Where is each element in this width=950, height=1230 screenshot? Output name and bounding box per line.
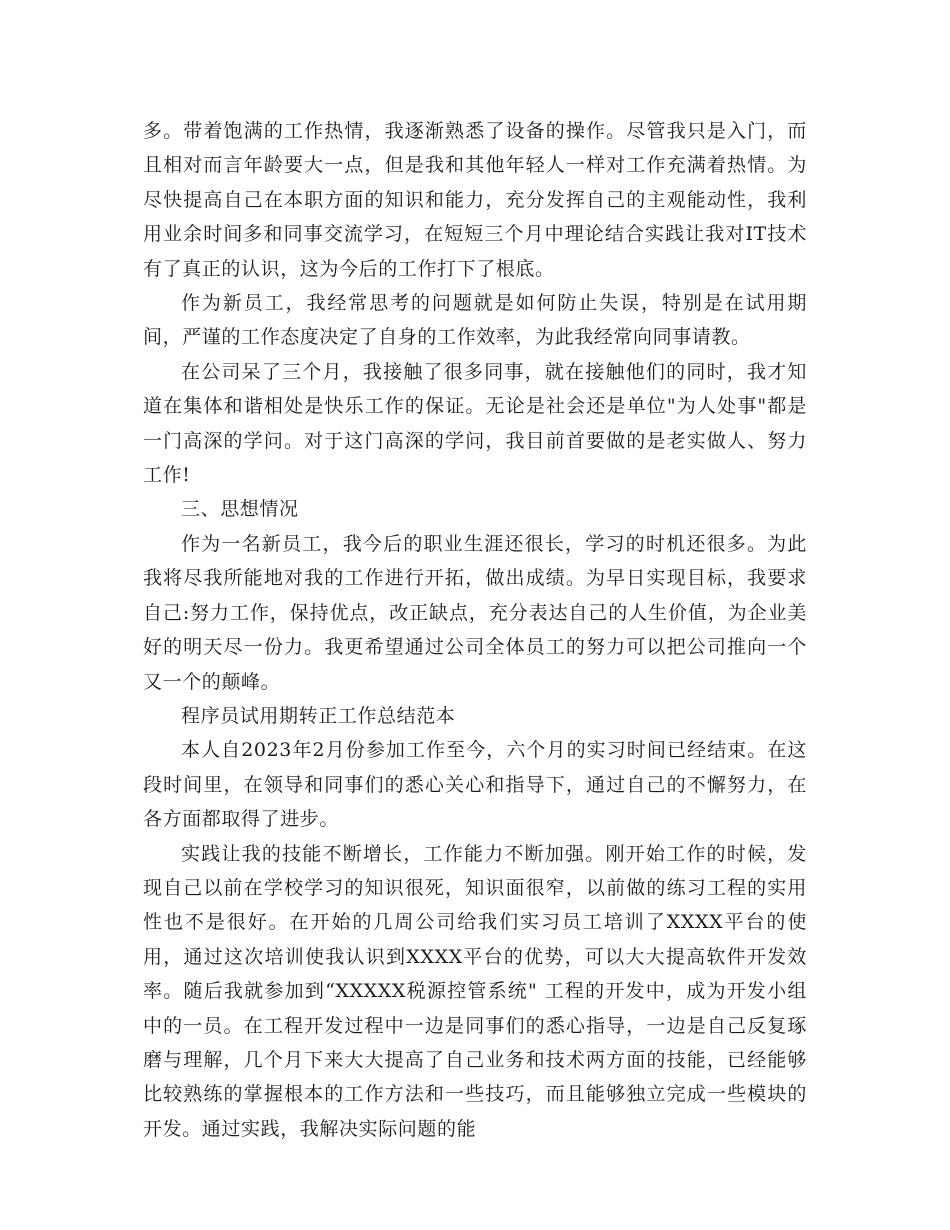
section-heading-thoughts: 三、思想情况 bbox=[181, 498, 299, 521]
paragraph-career: 作为一名新员工，我今后的职业生涯还很长，学习的时机还很多。为此我将尽我所能地对我的工作进行开拓，做出成绩。为早日实现目标，我要求自己:努力工作，保持优点，改正缺点，充分表达自己的人生价值，为企业美好的明天尽一份力。我更希望通过公司全体员工的努力可以把公司推向一个又一个的颠峰。 bbox=[143, 532, 807, 693]
paragraph-intro: 本人自2023年2月份参加工作至今，六个月的实习时间已经结束。在这段时间里，在领导和同事们的悉心关心和指导下，通过自己的不懈努力，在各方面都取得了进步。 bbox=[143, 739, 807, 831]
section-heading-template-title: 程序员试用期转正工作总结范本 bbox=[181, 704, 456, 727]
document-body bbox=[143, 114, 807, 1146]
paragraph-practice: 实践让我的技能不断增长，工作能力不断加强。刚开始工作的时候，发现自己以前在学校学习的知识很死，知识面很窄，以前做的练习工程的实用性也不是很好。在开始的几周公司给我们实习员工培训了XXXX平台的使用，通过这次培训使我认识到XXXX平台的优势，可以大大提高软件开发效率。随后我就参加到“XXXXX税源控管系统" 工程的开发中，成为开发小组中的一员。在工程开发过程中一边是同事们的悉心指导，一边是自己反复琢磨与理解，几个月下来大大提高了自己业务和技术两方面的技能，已经能够比较熟练的掌握根本的工作方法和一些技巧，而且能够独立完成一些模块的开发。通过实践，我解决实际问题的能 bbox=[143, 842, 807, 1140]
paragraph-new-employee: 作为新员工，我经常思考的问题就是如何防止失误，特别是在试用期间，严谨的工作态度决定了自身的工作效率，为此我经常向同事请教。 bbox=[143, 292, 807, 349]
paragraph-colleagues: 在公司呆了三个月，我接触了很多同事，就在接触他们的同时，我才知道在集体和谐相处是快乐工作的保证。无论是社会还是单位"为人处事"都是一门高深的学问。对于这门高深的学问，我目前首要做的是老实做人、努力工作! bbox=[143, 360, 807, 487]
paragraph-continuation: 多。带着饱满的工作热情，我逐渐熟悉了设备的操作。尽管我只是入门，而且相对而言年龄要大一点，但是我和其他年轻人一样对工作充满着热情。为尽快提高自己在本职方面的知识和能力，充分发挥自己的主观能动性，我利用业余时间多和同事交流学习，在短短三个月中理论结合实践让我对IT技术有了真正的认识，这为今后的工作打下了根底。 bbox=[143, 120, 807, 280]
